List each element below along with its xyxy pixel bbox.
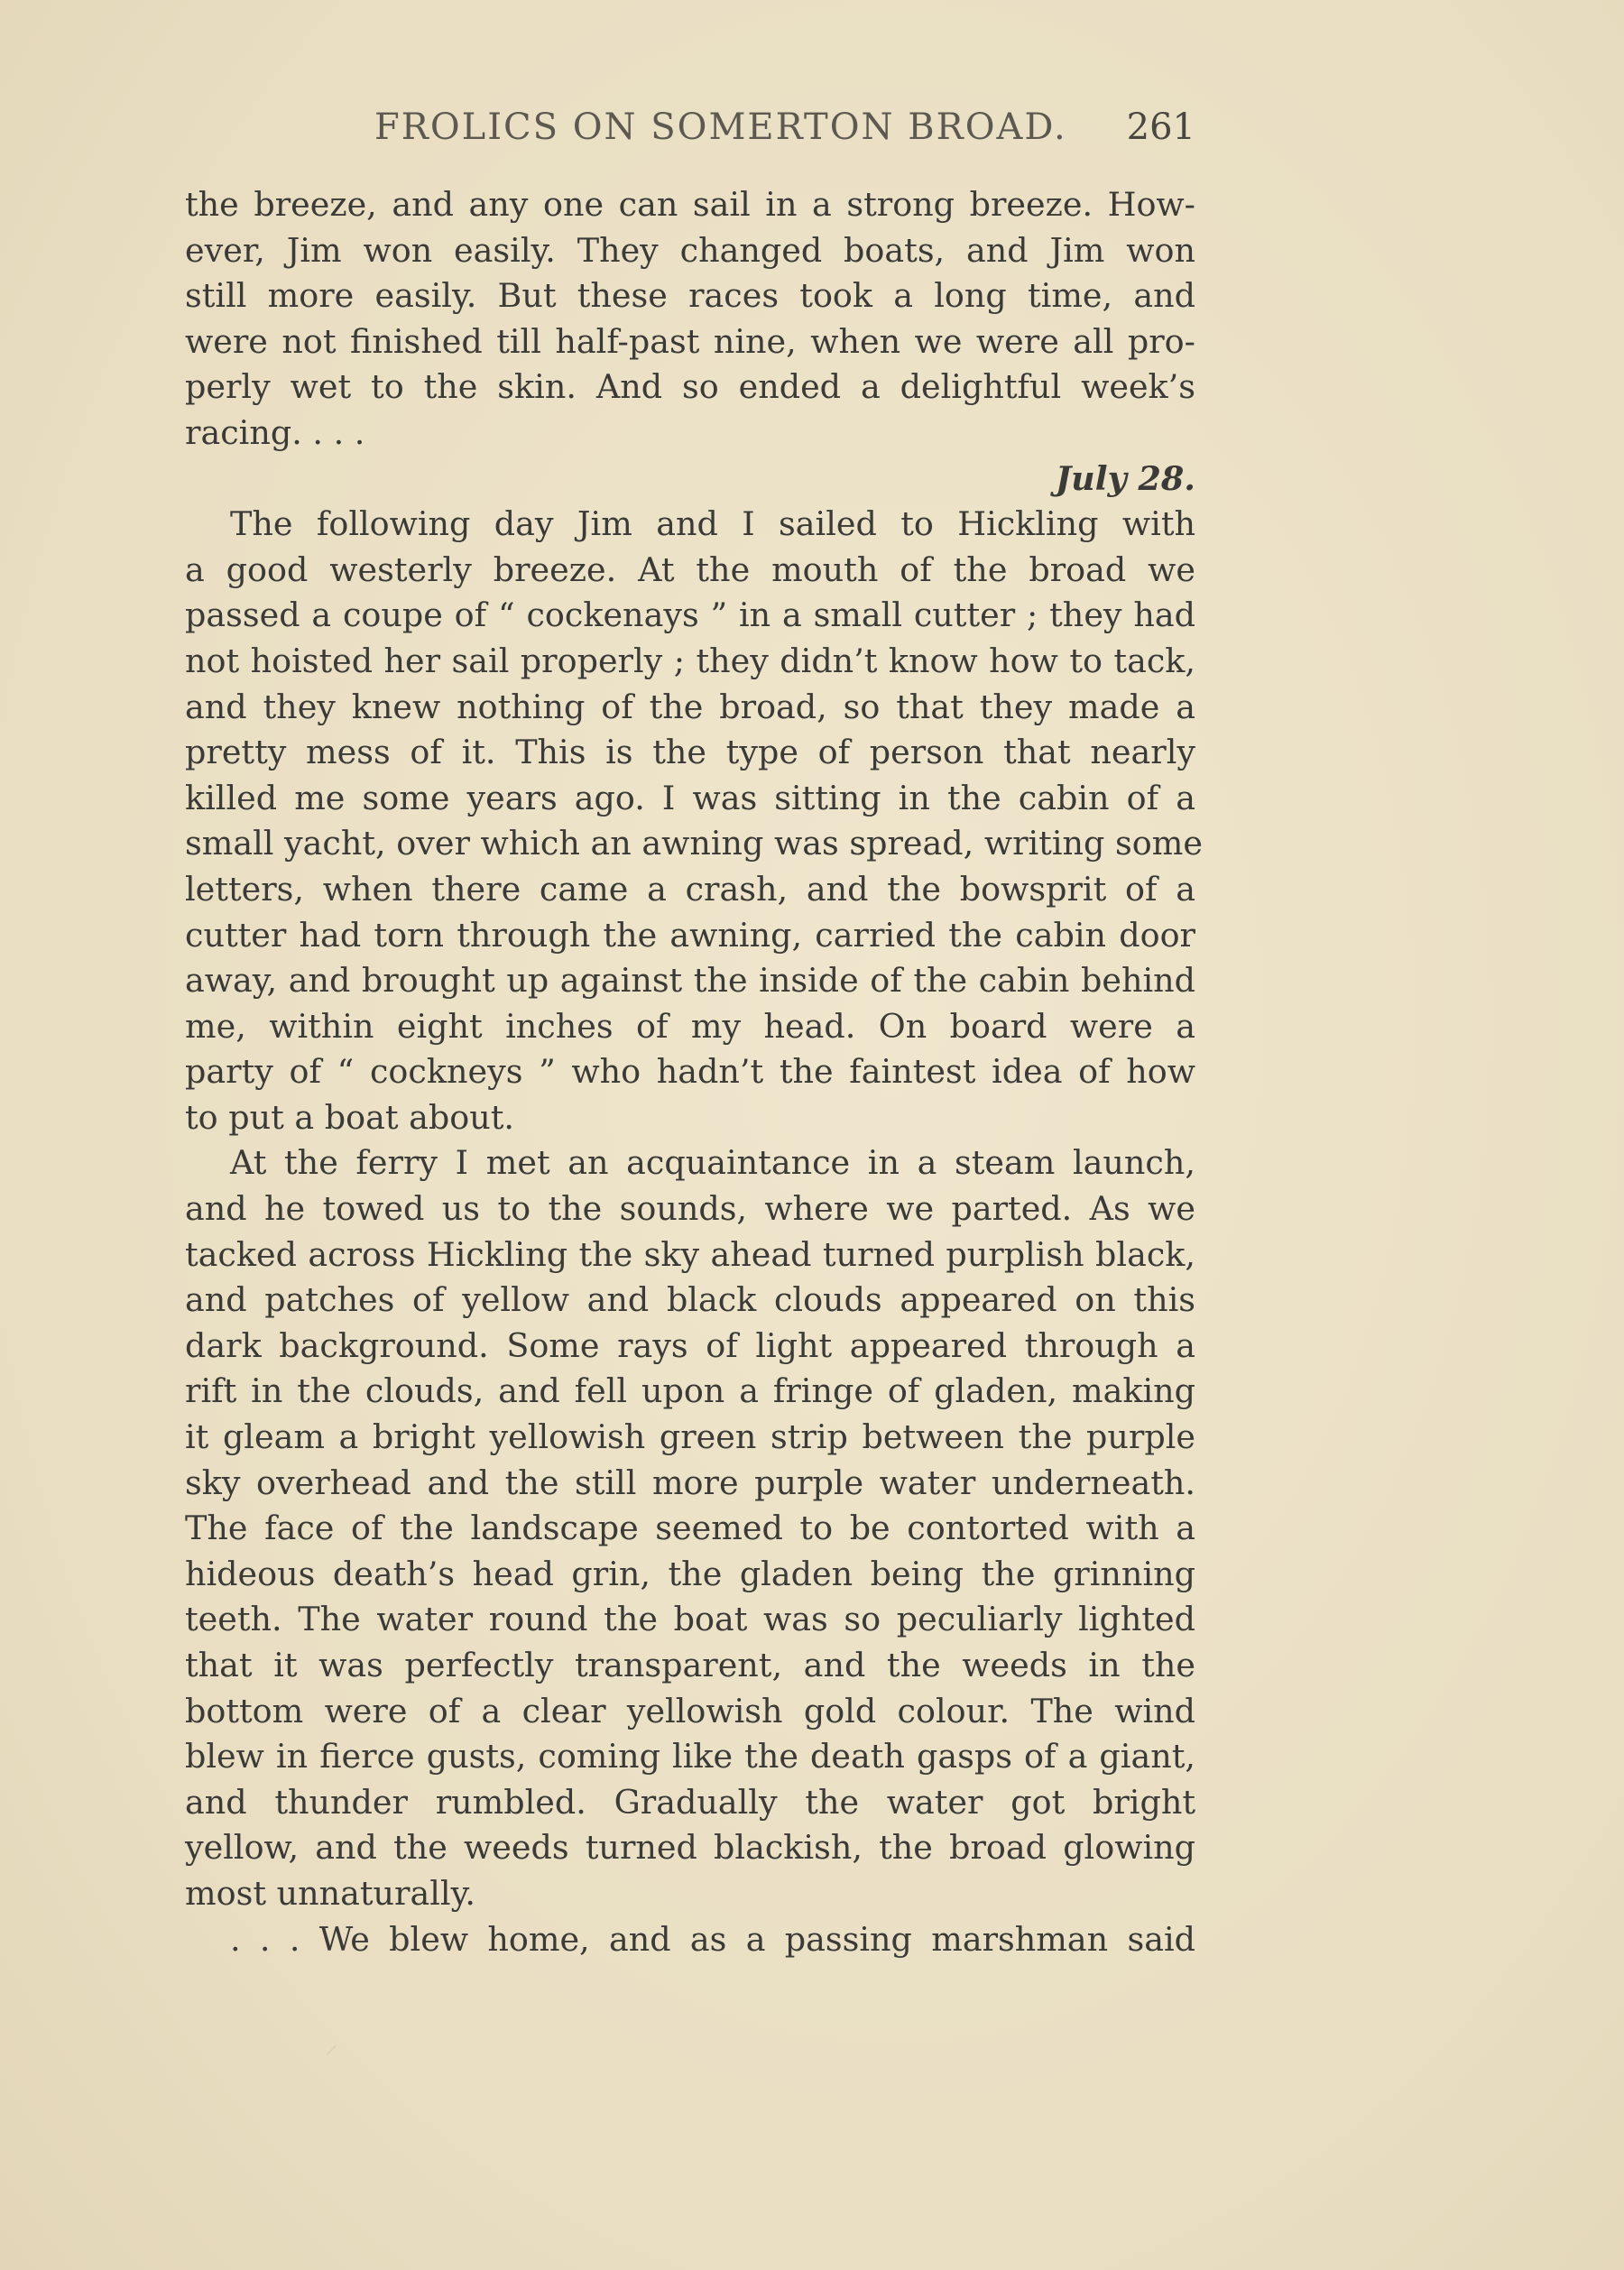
text-line: rift in the clouds, and fell upon a fringe of gladen, making xyxy=(185,1371,1195,1411)
text-line: . . . We blew home, and as a passing marshman said xyxy=(230,1919,1195,1959)
text-line: and he towed us to the sounds, where we parted. As we xyxy=(185,1189,1195,1229)
text-line: away, and brought up against the inside of the cabin behind xyxy=(185,961,1195,1001)
page-number: 261 xyxy=(1126,106,1195,148)
text-line: that it was perfectly transparent, and the weeds in the xyxy=(185,1646,1195,1684)
text-line: not hoisted her sail properly ; they didn’t know how to tack, xyxy=(185,641,1195,680)
text-line: and they knew nothing of the broad, so that they made a xyxy=(185,687,1195,726)
text-line: still more easily. But these races took a long time, and xyxy=(185,276,1195,316)
running-head: FROLICS ON SOMERTON BROAD. xyxy=(374,106,1067,148)
text-line: perly wet to the skin. And so ended a delightful week’s xyxy=(185,367,1195,407)
text-line: dark background. Some rays of light appeared through a xyxy=(185,1325,1195,1365)
paper-mark xyxy=(327,2045,346,2064)
text-line: cutter had torn through the awning, carried the cabin door xyxy=(185,915,1195,955)
text-line: yellow, and the weeds turned blackish, the broad glowing xyxy=(185,1828,1195,1868)
text-line: party of “ cockneys ” who hadn’t the faintest idea of how xyxy=(185,1052,1195,1092)
text-line: passed a coupe of “ cockenays ” in a small cutter ; they had xyxy=(185,595,1195,635)
text-line: it gleam a bright yellowish green strip between the purple xyxy=(185,1417,1195,1457)
text-line: were not finished till half-past nine, when we were all pro- xyxy=(185,321,1195,361)
diary-date: July 28. xyxy=(1055,458,1195,498)
text-line: to put a boat about. xyxy=(185,1097,514,1137)
text-line: and thunder rumbled. Gradually the water got bright xyxy=(185,1782,1195,1822)
text-line: bottom were of a clear yellowish gold colour. The wind xyxy=(185,1691,1195,1730)
text-line: pretty mess of it. This is the type of person that nearly xyxy=(185,733,1195,772)
text-line: the breeze, and any one can sail in a strong breeze. How- xyxy=(185,185,1195,224)
page-header xyxy=(185,106,1195,161)
text-line: teeth. The water round the boat was so peculiarly lighted xyxy=(185,1600,1195,1639)
text-line: most unnaturally. xyxy=(185,1873,475,1913)
text-line: The following day Jim and I sailed to Hickling with xyxy=(230,504,1195,544)
text-line: hideous death’s head grin, the gladen being the grinning xyxy=(185,1554,1195,1593)
text-line: racing. . . . xyxy=(185,412,365,452)
text-line: sky overhead and the still more purple water underneath. xyxy=(185,1463,1195,1502)
text-line: me, within eight inches of my head. On board were a xyxy=(185,1006,1195,1046)
text-line: killed me some years ago. I was sitting in the cabin of a xyxy=(185,778,1195,817)
text-line: a good westerly breeze. At the mouth of the broad we xyxy=(185,549,1195,589)
text-line: At the ferry I met an acquaintance in a steam launch, xyxy=(230,1143,1195,1183)
body-text xyxy=(185,182,1203,1962)
text-line: The face of the landscape seemed to be contorted with a xyxy=(185,1509,1195,1548)
text-line: tacked across Hickling the sky ahead turned purplish black, xyxy=(185,1234,1195,1274)
text-line: ever, Jim won easily. They changed boats, and Jim won xyxy=(185,230,1195,270)
text-line: and patches of yellow and black clouds appeared on this xyxy=(185,1280,1195,1320)
text-line: letters, when there came a crash, and the bowsprit of a xyxy=(185,869,1195,909)
text-line: blew in fierce gusts, coming like the death gasps of a giant, xyxy=(185,1737,1195,1776)
text-line: small yacht, over which an awning was spread, writing some xyxy=(185,824,1203,863)
